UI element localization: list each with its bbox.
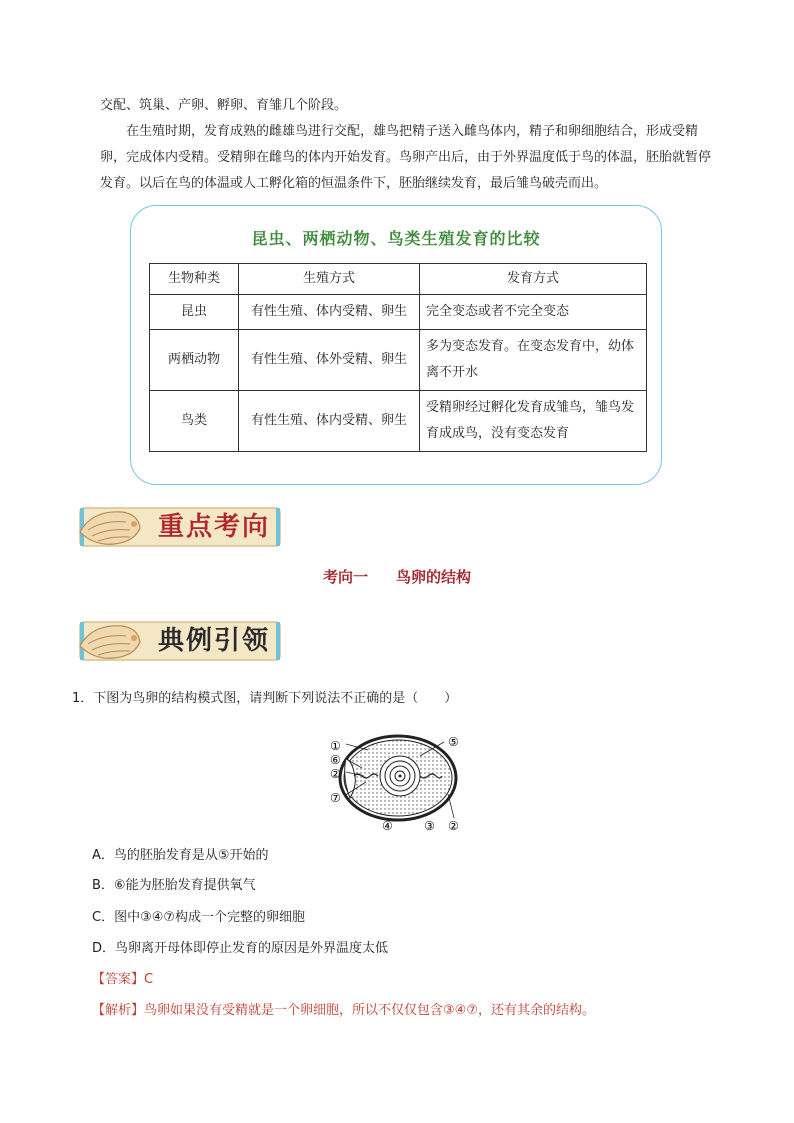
cell-species: 鸟类: [150, 391, 239, 452]
label-2-bottom: ②: [448, 819, 459, 833]
intro-paragraph: 在生殖时期，发育成熟的雌雄鸟进行交配，雄鸟把精子送入雌鸟体内，精子和卵细胞结合，形成受精卵，完成体内受精。受精卵在雌鸟的体内开始发育。鸟卵产出后，由于外界温度低于鸟的体温，胚胎就暂停发育。以后在鸟的体温或人工孵化箱的恒温条件下，胚胎继续发育，最后雏鸟破壳而出。: [100, 124, 712, 191]
header-reproduction: 生殖方式: [239, 264, 420, 295]
banner-title: 重点考向: [157, 512, 270, 542]
banner-title: 典例引领: [157, 626, 270, 656]
option-d: D．鸟卵离开母体即停止发育的原因是外界温度太低: [92, 941, 389, 956]
cell-reproduction: 有性生殖、体外受精、卵生: [239, 330, 420, 391]
cell-reproduction: 有性生殖、体内受精、卵生: [239, 391, 420, 452]
option-a: A．鸟的胚胎发育是从⑤开始的: [92, 848, 269, 863]
table-header-row: [150, 264, 647, 295]
table-row: [150, 330, 647, 391]
section-title: [0, 566, 794, 587]
comparison-table: [149, 263, 647, 452]
header-development: 发育方式: [420, 264, 647, 295]
cell-development: 完全变态或者不完全变态: [420, 295, 647, 330]
label-7: ⑦: [330, 791, 341, 805]
banner-example: [72, 616, 284, 666]
option-c: C．图中③④⑦构成一个完整的卵细胞: [92, 910, 306, 925]
answer-value: C: [144, 972, 154, 987]
table-row: [150, 391, 647, 452]
label-2: ②: [330, 767, 341, 781]
analysis-tag: 【解析】: [92, 1003, 145, 1018]
answer-line: [92, 969, 153, 991]
label-4: ④: [382, 819, 393, 833]
cell-development: 受精卵经过孵化发育成雏鸟，雏鸟发育成成鸟，没有变态发育: [420, 391, 647, 452]
analysis-text: 鸟卵如果没有受精就是一个卵细胞，所以不仅仅包含③④⑦，还有其余的结构。: [144, 1003, 595, 1018]
conch-shell-icon: [74, 616, 144, 666]
cell-species: 昆虫: [150, 295, 239, 330]
question-stem: 1．下图为鸟卵的结构模式图，请判断下列说法不正确的是（ ）: [72, 691, 458, 706]
comparison-title: 昆虫、两栖动物、鸟类生殖发育的比较: [251, 229, 541, 248]
comparison-box: [130, 205, 662, 485]
intro-line: 交配、筑巢、产卵、孵卵、育雏几个阶段。: [100, 98, 348, 113]
label-5: ⑤: [448, 735, 459, 749]
cell-species: 两栖动物: [150, 330, 239, 391]
header-species: 生物种类: [150, 264, 239, 295]
label-3: ③: [424, 819, 435, 833]
egg-structure-diagram: [320, 728, 470, 834]
analysis-line: [92, 1000, 595, 1022]
table-row: [150, 295, 647, 330]
cell-reproduction: 有性生殖、体内受精、卵生: [239, 295, 420, 330]
section-name: 鸟卵的结构: [396, 568, 472, 586]
label-6: ⑥: [330, 753, 341, 767]
option-b: B．⑥能为胚胎发育提供氧气: [92, 878, 256, 893]
answer-tag: 【答案】: [92, 972, 145, 987]
cell-development: 多为变态发育。在变态发育中，幼体离不开水: [420, 330, 647, 391]
conch-shell-icon: [74, 502, 144, 552]
banner-key-direction: [72, 502, 284, 552]
section-prefix: 考向一: [322, 568, 368, 586]
label-1: ①: [330, 739, 341, 753]
